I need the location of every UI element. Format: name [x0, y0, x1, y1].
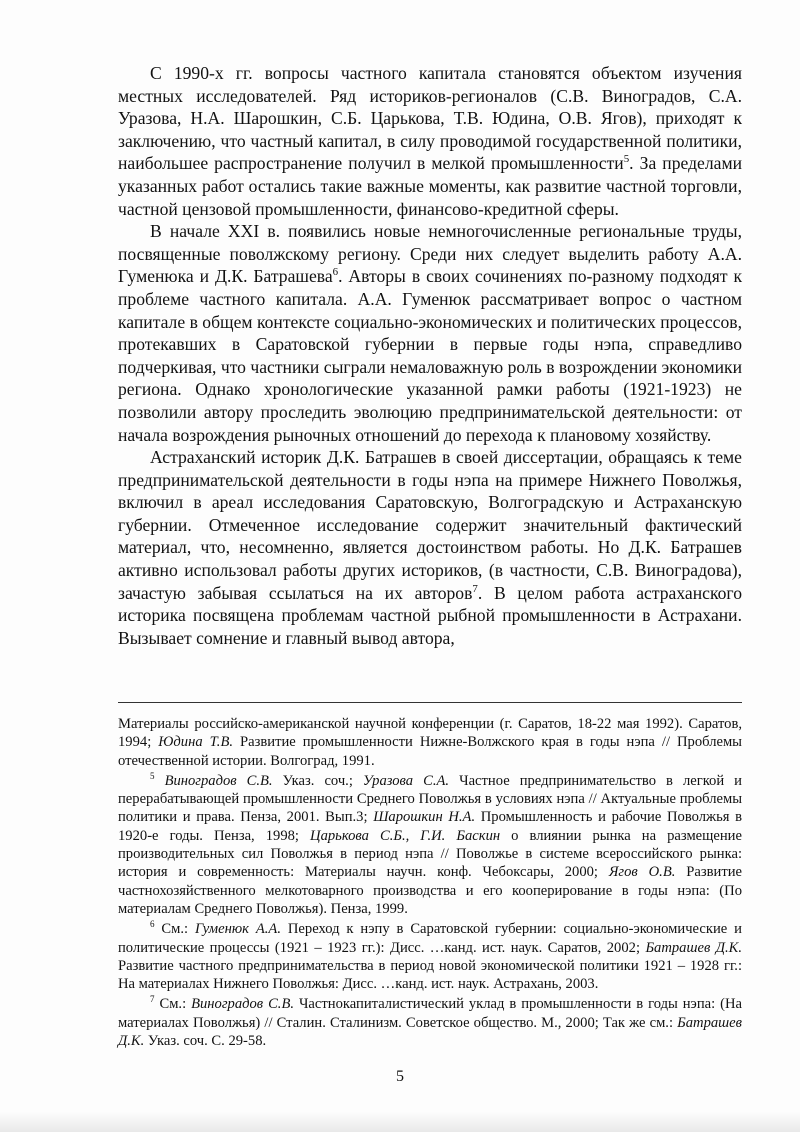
paragraph-2: В начале XXI в. появились новые немногочисленные региональные труды, посвященные поволжскому региону. Среди них следует выделить работу А.А. Гуменюка и Д.К. Батрашева$^6$. Авторы в своих сочинениях по-разному подходят к проблеме частного капитала. А.А. Гуменюк рассматривает вопрос о частном капитале в общем контексте социально-экономических и политических процессов, протекавших в Саратовской губернии в первые годы нэпа, справедливо подчеркивая, что частники сыграли немаловажную роль в возрождении экономики региона. Однако хронологические указанной рамки работы (1921-1923) не позволили автору проследить эволюцию предпринимательской деятельности: от начала возрождения рыночных отношений до перехода к плановому хозяйству. — [118, 221, 742, 445]
footnote-6: $^6$ См.: Гуменюк А.А. Переход к нэпу в Саратовской губернии: социально-экономические и политические процессы (1921 – 1923 гг.): Дисс. …канд. ист. наук. Саратов, 2002; Батрашев Д.К. Развитие частного предпринимательства в период новой экономической политики 1921 – 1928 гг.: На материалах Нижнего Поволжья: Дисс. …канд. ист. наук. Астрахань, 2003. — [118, 919, 743, 993]
footnote-ref-7[interactable]: 7 — [472, 582, 478, 595]
footnote-divider — [118, 702, 742, 703]
footnote-7: $^7$ См.: Виноградов С.В. Частнокапиталистический уклад в промышленности в годы нэпа: (На материалах Поволжья) // Сталин. Сталинизм. Советское общество. М., 2000; Так же см.: Батрашев Д.К. Указ. соч. С. 29-58. — [118, 994, 742, 1050]
paragraph-3: Астраханский историк Д.К. Батрашев в своей диссертации, обращаясь к теме предпринимательской деятельности в годы нэпа на примере Нижнего Поволжья, включил в ареал исследования Саратовскую, Волгоградскую и Астраханскую губернии. Отмеченное исследование содержит значительный фактический материал, что, несомненно, является достоинством работы. Но Д.К. Батрашев активно использовал работы других историков, (в частности, С.В. Виноградова), зачастую забывая ссылаться на их авторов$^7$. В целом работа астраханского историка посвящена проблемам частной рыбной промышленности в Астрахани. Вызывает сомнение и главный вывод автора, — [118, 447, 742, 648]
footnote-number: 5 — [150, 771, 155, 782]
page-number: 5 — [396, 1068, 404, 1085]
scan-edge — [0, 1112, 800, 1132]
footnote-number: 7 — [150, 994, 155, 1005]
footnotes-section — [118, 702, 742, 1050]
footnote-continuation: Материалы российско-американской научной конференции (г. Саратов, 18-22 мая 1992). Саратов, 1994; Юдина Т.В. Развитие промышленности Нижне-Волжского края в годы нэпа // Проблемы отечественной истории. Волгоград, 1991. — [118, 716, 742, 769]
footnote-ref-6[interactable]: 6 — [332, 266, 339, 279]
footnote-5: $^5$ Виноградов С.В. Указ. соч.; Уразова С.А. Частное предпринимательство в легкой и перерабатывающей промышленности Среднего Поволжья в условиях нэпа // Актуальные проблемы политики и права. Пенза, 2001. Вып.3; Шарошкин Н.А. Промышленность и рабочие Поволжья в 1920-е годы. Пенза, 1998; Царькова С.Б., Г.И. Баскин о влиянии рынка на размещение производительных сил Поволжья в период нэпа // Поволжье в системе всероссийского рынка: история и современность: Материалы научн. конф. Чебоксары, 2000; Ягов О.В. Развитие частнохозяйственного мелкотоварного производства и его кооперирование в годы нэпа: (По материалам Среднего Поволжья). Пенза, 1999. — [118, 771, 742, 917]
footnote-number: 6 — [150, 919, 155, 930]
paragraph-1: С 1990-х гг. вопросы частного капитала становятся объектом изучения местных исследователей. Ряд историков-регионалов (С.В. Виноградов, С.А. Уразова, Н.А. Шарошкин, С.Б. Царькова, Т.В. Юдина, О.В. Ягов), приходят к заключению, что частный капитал, в силу проводимой государственной политики, наибольшее распространение получил в мелкой промышленности$^5$. За пределами указанных работ остались такие важные моменты, как развитие частной торговли, частной цензовой промышленности, финансово-кредитной сферы. — [118, 63, 742, 219]
main-text — [118, 62, 742, 649]
footnote-ref-5[interactable]: 5 — [623, 153, 630, 166]
